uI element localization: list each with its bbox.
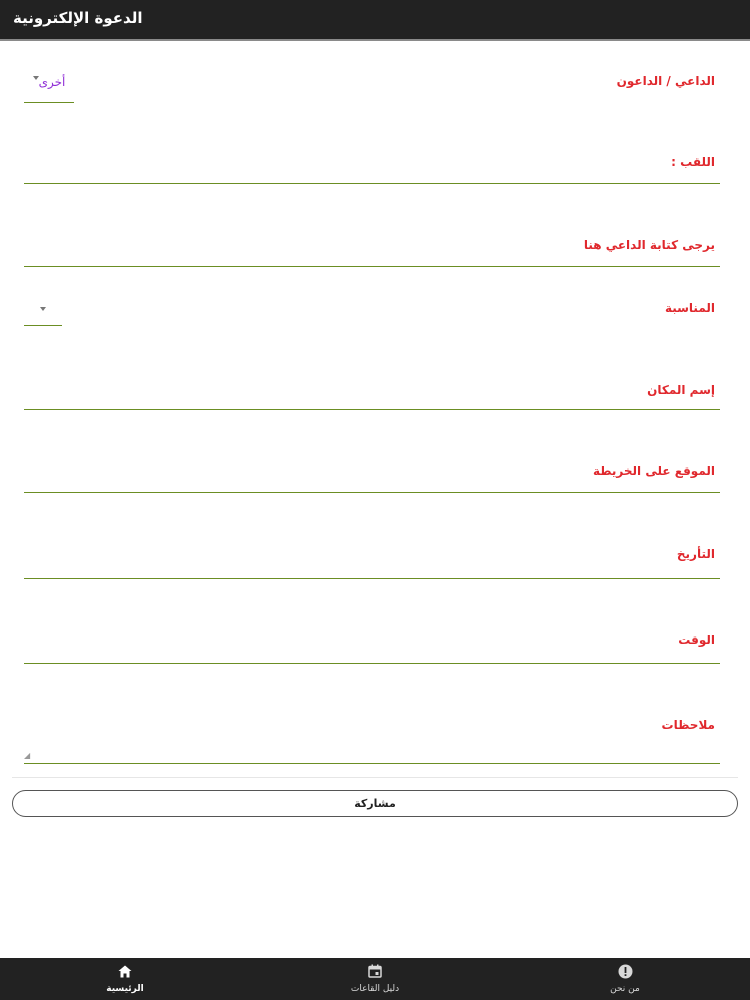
bottom-navigation [0, 958, 750, 1000]
host-label: الداعي / الداعون [616, 74, 715, 88]
place-name-input[interactable] [24, 409, 720, 410]
nav-item-home[interactable] [65, 958, 185, 1000]
info-icon [617, 963, 633, 979]
host-name-label: يرجى كتابة الداعي هنا [583, 238, 715, 252]
app-title: الدعوة الإلكترونية [13, 9, 143, 27]
host-dropdown[interactable] [24, 71, 74, 93]
home-icon [117, 963, 133, 979]
time-label: الوقت [678, 633, 715, 647]
map-location-input[interactable] [24, 492, 720, 493]
calendar-icon [367, 963, 383, 979]
nav-item-home-label: الرئيسية [106, 984, 144, 994]
notes-textarea[interactable] [24, 763, 720, 764]
host-name-input[interactable] [24, 266, 720, 267]
title-label: اللقب : [671, 155, 715, 169]
date-label: التأريخ [676, 547, 715, 561]
nav-item-venues-label: دليل القاعات [350, 984, 400, 994]
divider [12, 777, 738, 778]
date-input[interactable] [24, 578, 720, 579]
occasion-dropdown[interactable] [24, 298, 62, 320]
share-button[interactable]: مشاركة [12, 790, 738, 817]
occasion-label: المناسبة [664, 301, 715, 315]
host-dropdown-value: أخرى [38, 75, 66, 89]
map-location-label: الموقع على الخريطة [592, 464, 715, 478]
title-input[interactable] [24, 183, 720, 184]
occasion-dropdown-underline [24, 325, 62, 326]
resize-handle-icon[interactable]: ◢ [24, 751, 31, 760]
notes-label: ملاحظات [661, 718, 715, 732]
host-dropdown-underline [24, 102, 74, 103]
nav-item-about-label: من نحن [610, 984, 640, 994]
top-app-bar [0, 0, 750, 41]
chevron-down-icon [40, 307, 46, 311]
nav-item-venues[interactable] [315, 958, 435, 1000]
nav-item-about[interactable] [565, 958, 685, 1000]
time-input[interactable] [24, 663, 720, 664]
place-name-label: إسم المكان [647, 383, 715, 397]
